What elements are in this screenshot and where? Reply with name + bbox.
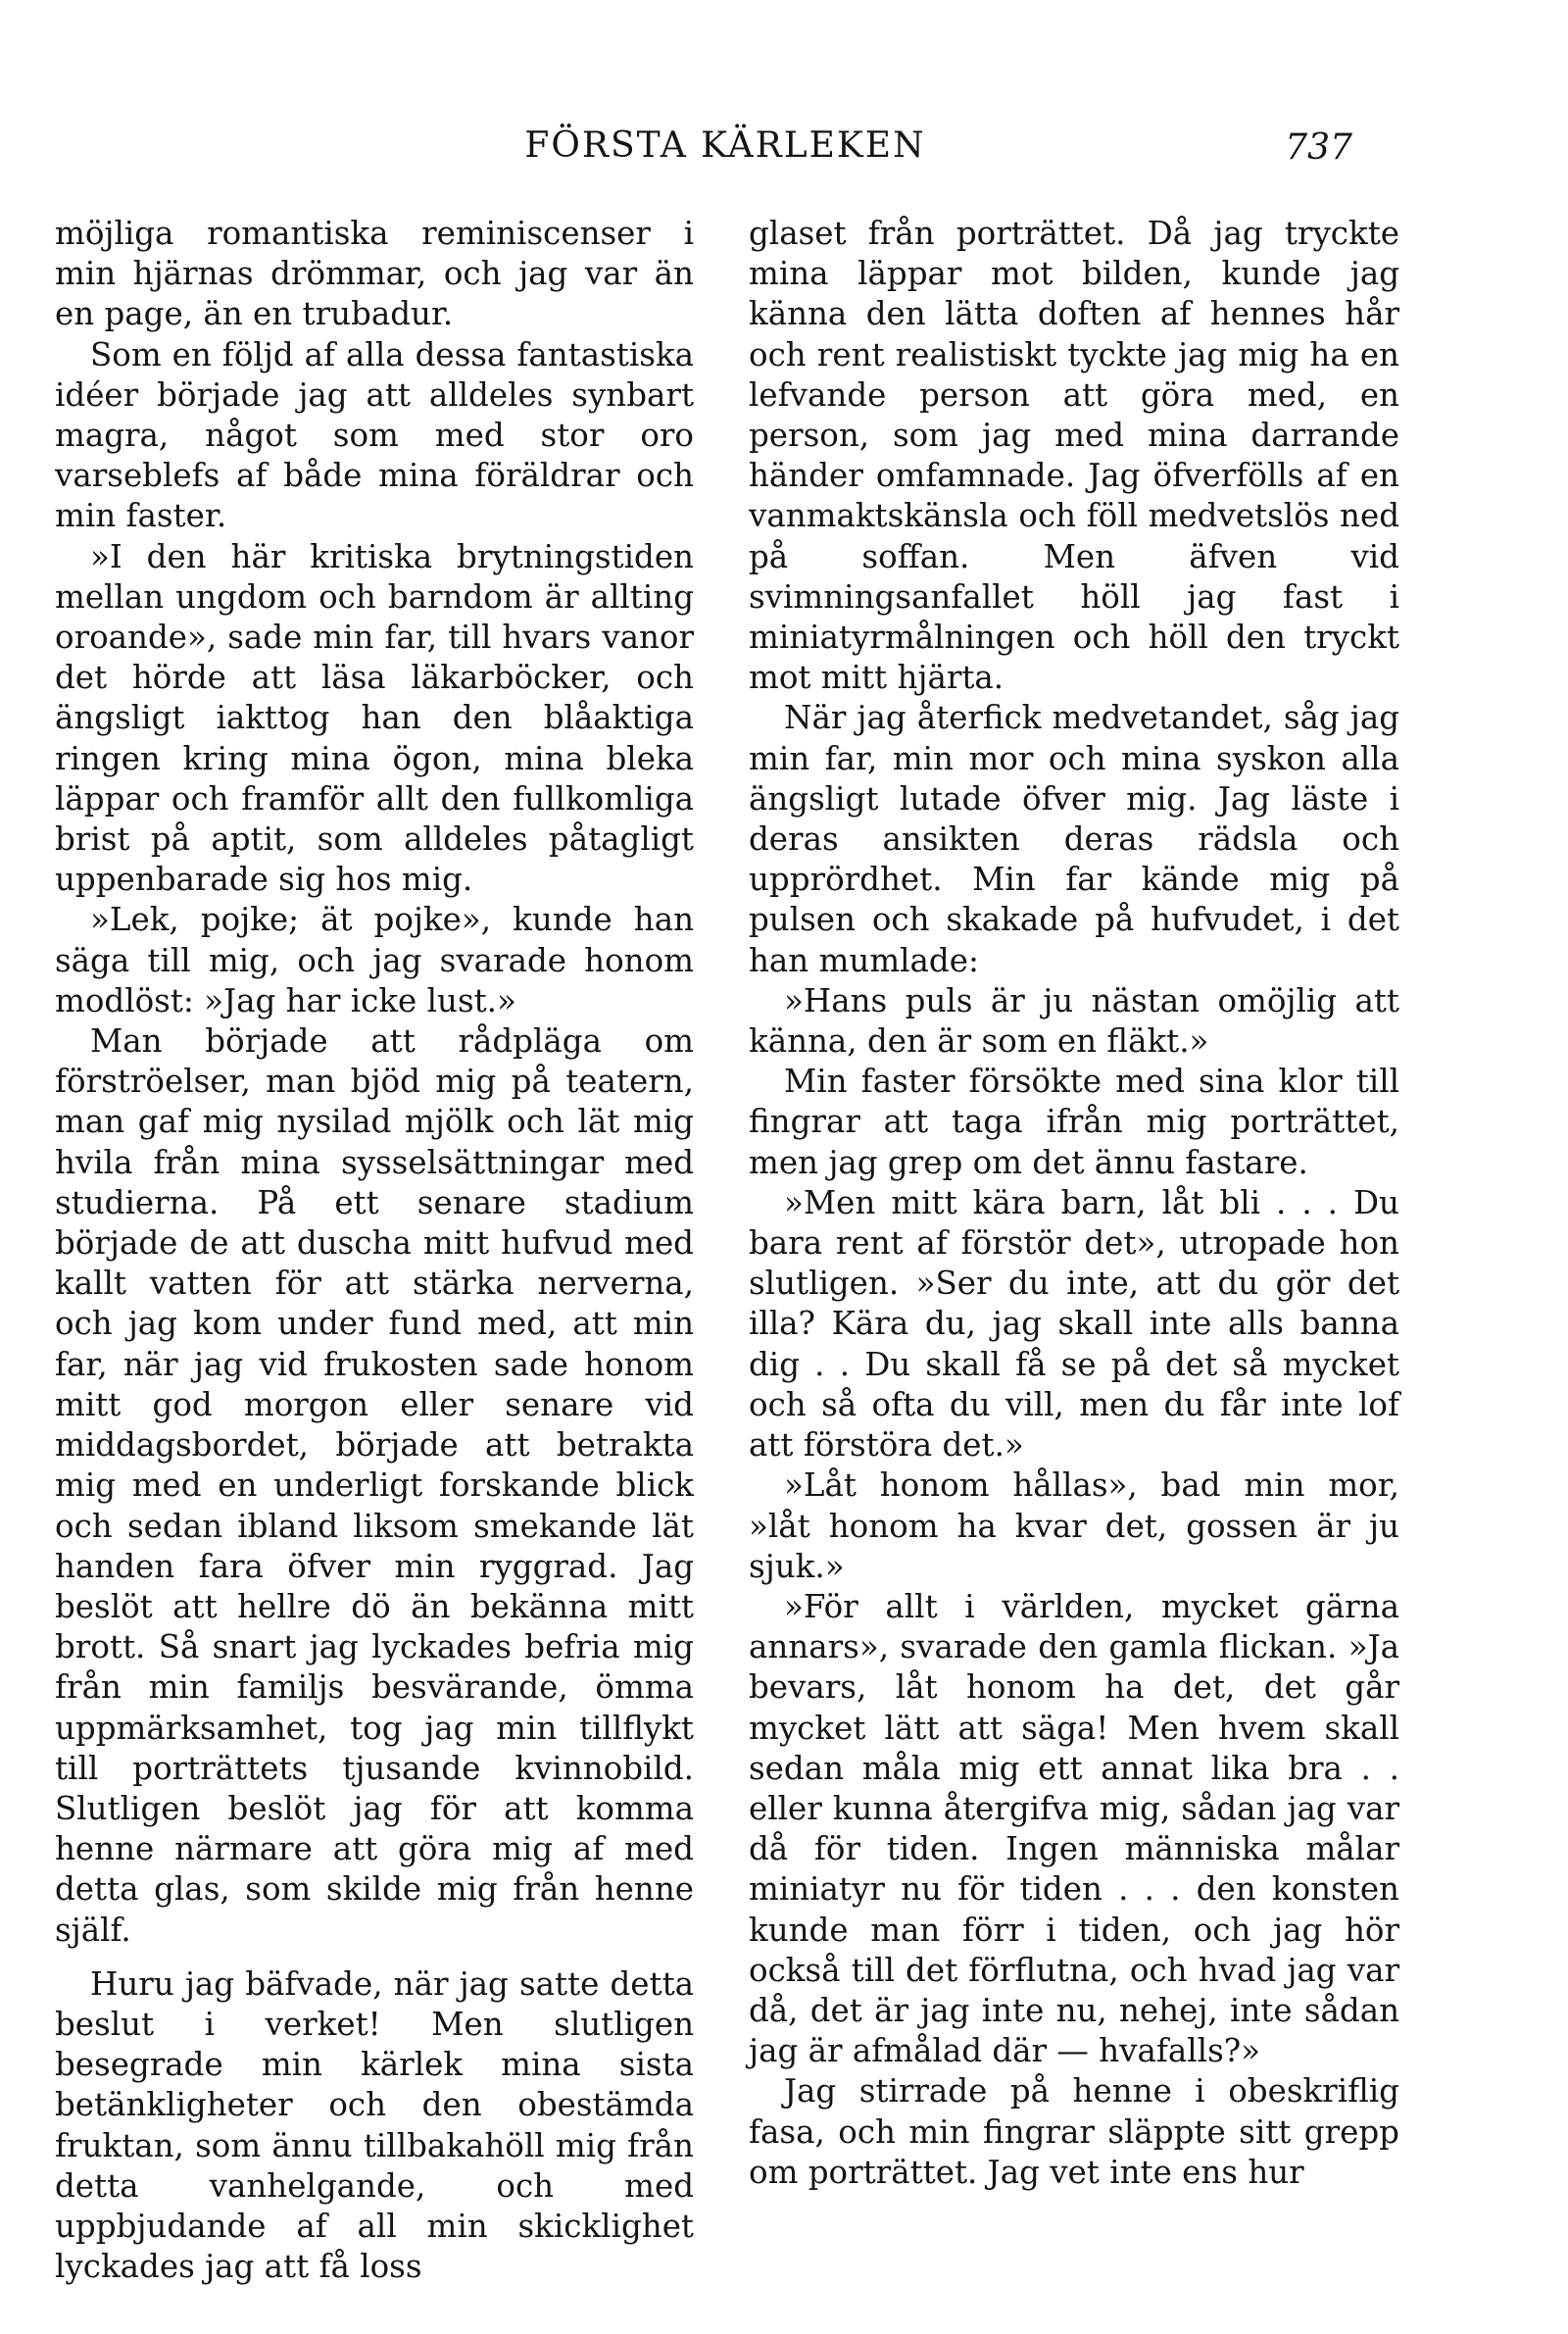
paragraph: möjliga romantiska reminiscenser i min hjärnas drömmar, och jag var än en page, än en trubadur. bbox=[55, 215, 694, 333]
running-title: FÖRSTA KÄRLEKEN bbox=[524, 125, 926, 166]
paragraph: Min faster försökte med sina klor till fingrar att taga ifrån mig porträttet, men jag grep om det ännu fastare. bbox=[749, 1063, 1399, 1181]
paragraph: Man började att rådpläga om förströelser, man bjöd mig på teatern, man gaf mig nysilad mjölk och lät mig hvila från mina sysselsättningar med studierna. På ett senare stadium började de att duscha mitt hufvud med kallt vatten för att stärka nerverna, och jag kom under fund med, att min far, när jag vid frukosten sade honom mitt god morgon eller senare vid middagsbordet, började att betrakta mig med en underligt forskande blick och sedan ibland liksom smekande lät handen fara öfver min ryggrad. Jag beslöt att hellre dö än bekänna mitt brott. Så snart jag lyckades befria mig från min familjs besvärande, ömma uppmärksamhet, tog jag min tillflykt till porträttets tjusande kvinnobild. Slutligen beslöt jag för att komma henne närmare att göra mig af med detta glas, som skilde mig från henne själf. bbox=[55, 1022, 694, 1949]
page-number: 737 bbox=[1285, 127, 1352, 168]
right-column bbox=[749, 214, 1399, 2193]
paragraph: Som en följd af alla dessa fantastiska idéer började jag att alldeles synbart magra, något som med stor oro varseblefs af både mina föräldrar och min faster. bbox=[55, 335, 694, 535]
paragraph: »Lek, pojke; ät pojke», kunde han säga till mig, och jag svarade honom modlöst: »Jag har icke lust.» bbox=[55, 901, 694, 1019]
paragraph: Huru jag bäfvade, när jag satte detta beslut i verket! Men slutligen besegrade min kärlek mina sista betänkligheter och den obestämda fruktan, som ännu tillbakahöll mig från detta vanhelgande, och med uppbjudande af all min skicklighet lyckades jag att få loss bbox=[55, 1964, 694, 2286]
paragraph: Jag stirrade på henne i obeskriflig fasa, och min fingrar släppte sitt grepp om porträttet. Jag vet inte ens hur bbox=[749, 2072, 1399, 2191]
paragraph: »I den här kritiska brytningstiden mellan ungdom och barndom är allting oroande», sade min far, till hvars vanor det hörde att läsa läkarböcker, och ängsligt iakttog han den blåaktiga ringen kring mina ögon, mina bleka läppar och framför allt den fullkomliga brist på aptit, som alldeles påtagligt uppenbarade sig hos mig. bbox=[55, 537, 694, 899]
paragraph: När jag återfick medvetandet, såg jag min far, min mor och mina syskon alla ängsligt lutade öfver mig. Jag läste i deras ansikten deras rädsla och upprördhet. Min far kände mig på pulsen och skakade på hufvudet, i det han mumlade: bbox=[749, 699, 1399, 979]
paragraph: »För allt i världen, mycket gärna annars», svarade den gamla flickan. »Ja bevars, låt honom ha det, det går mycket lätt att säga! Men hvem skall sedan måla mig ett annat lika bra . . eller kunna återgifva mig, sådan jag var då för tiden. Ingen människa målar miniatyr nu för tiden . . . den konsten kunde man förr i tiden, och jag hör också till det förflutna, och hvad jag var då, det är jag inte nu, nehej, inte sådan jag är afmålad där — hvafalls?» bbox=[749, 1587, 1399, 2070]
paragraph: »Hans puls är ju nästan omöjlig att känna, den är som en fläkt.» bbox=[749, 981, 1399, 1061]
paragraph: »Men mitt kära barn, låt bli . . . Du bara rent af förstör det», utropade hon slutligen. »Ser du inte, att du gör det illa? Kära du, jag skall inte alls banna dig . . Du skall få se på det så mycket och så ofta du vill, men du får inte lof att förstöra det.» bbox=[749, 1183, 1399, 1465]
left-column bbox=[55, 214, 694, 2287]
paragraph: glaset från porträttet. Då jag tryckte mina läppar mot bilden, kunde jag känna den lätta doften af hennes hår och rent realistiskt tyckte jag mig ha en lefvande person att göra med, en person, som jag med mina darrande händer omfamnade. Jag öfverfölls af en vanmaktskänsla och föll medvetslös ned på soffan. Men äfven vid svimningsanfallet höll jag fast i miniatyrmålningen och höll den tryckt mot mitt hjärta. bbox=[749, 215, 1399, 697]
paragraph: »Låt honom hållas», bad min mor, »låt honom ha kvar det, gossen är ju sjuk.» bbox=[749, 1466, 1399, 1585]
